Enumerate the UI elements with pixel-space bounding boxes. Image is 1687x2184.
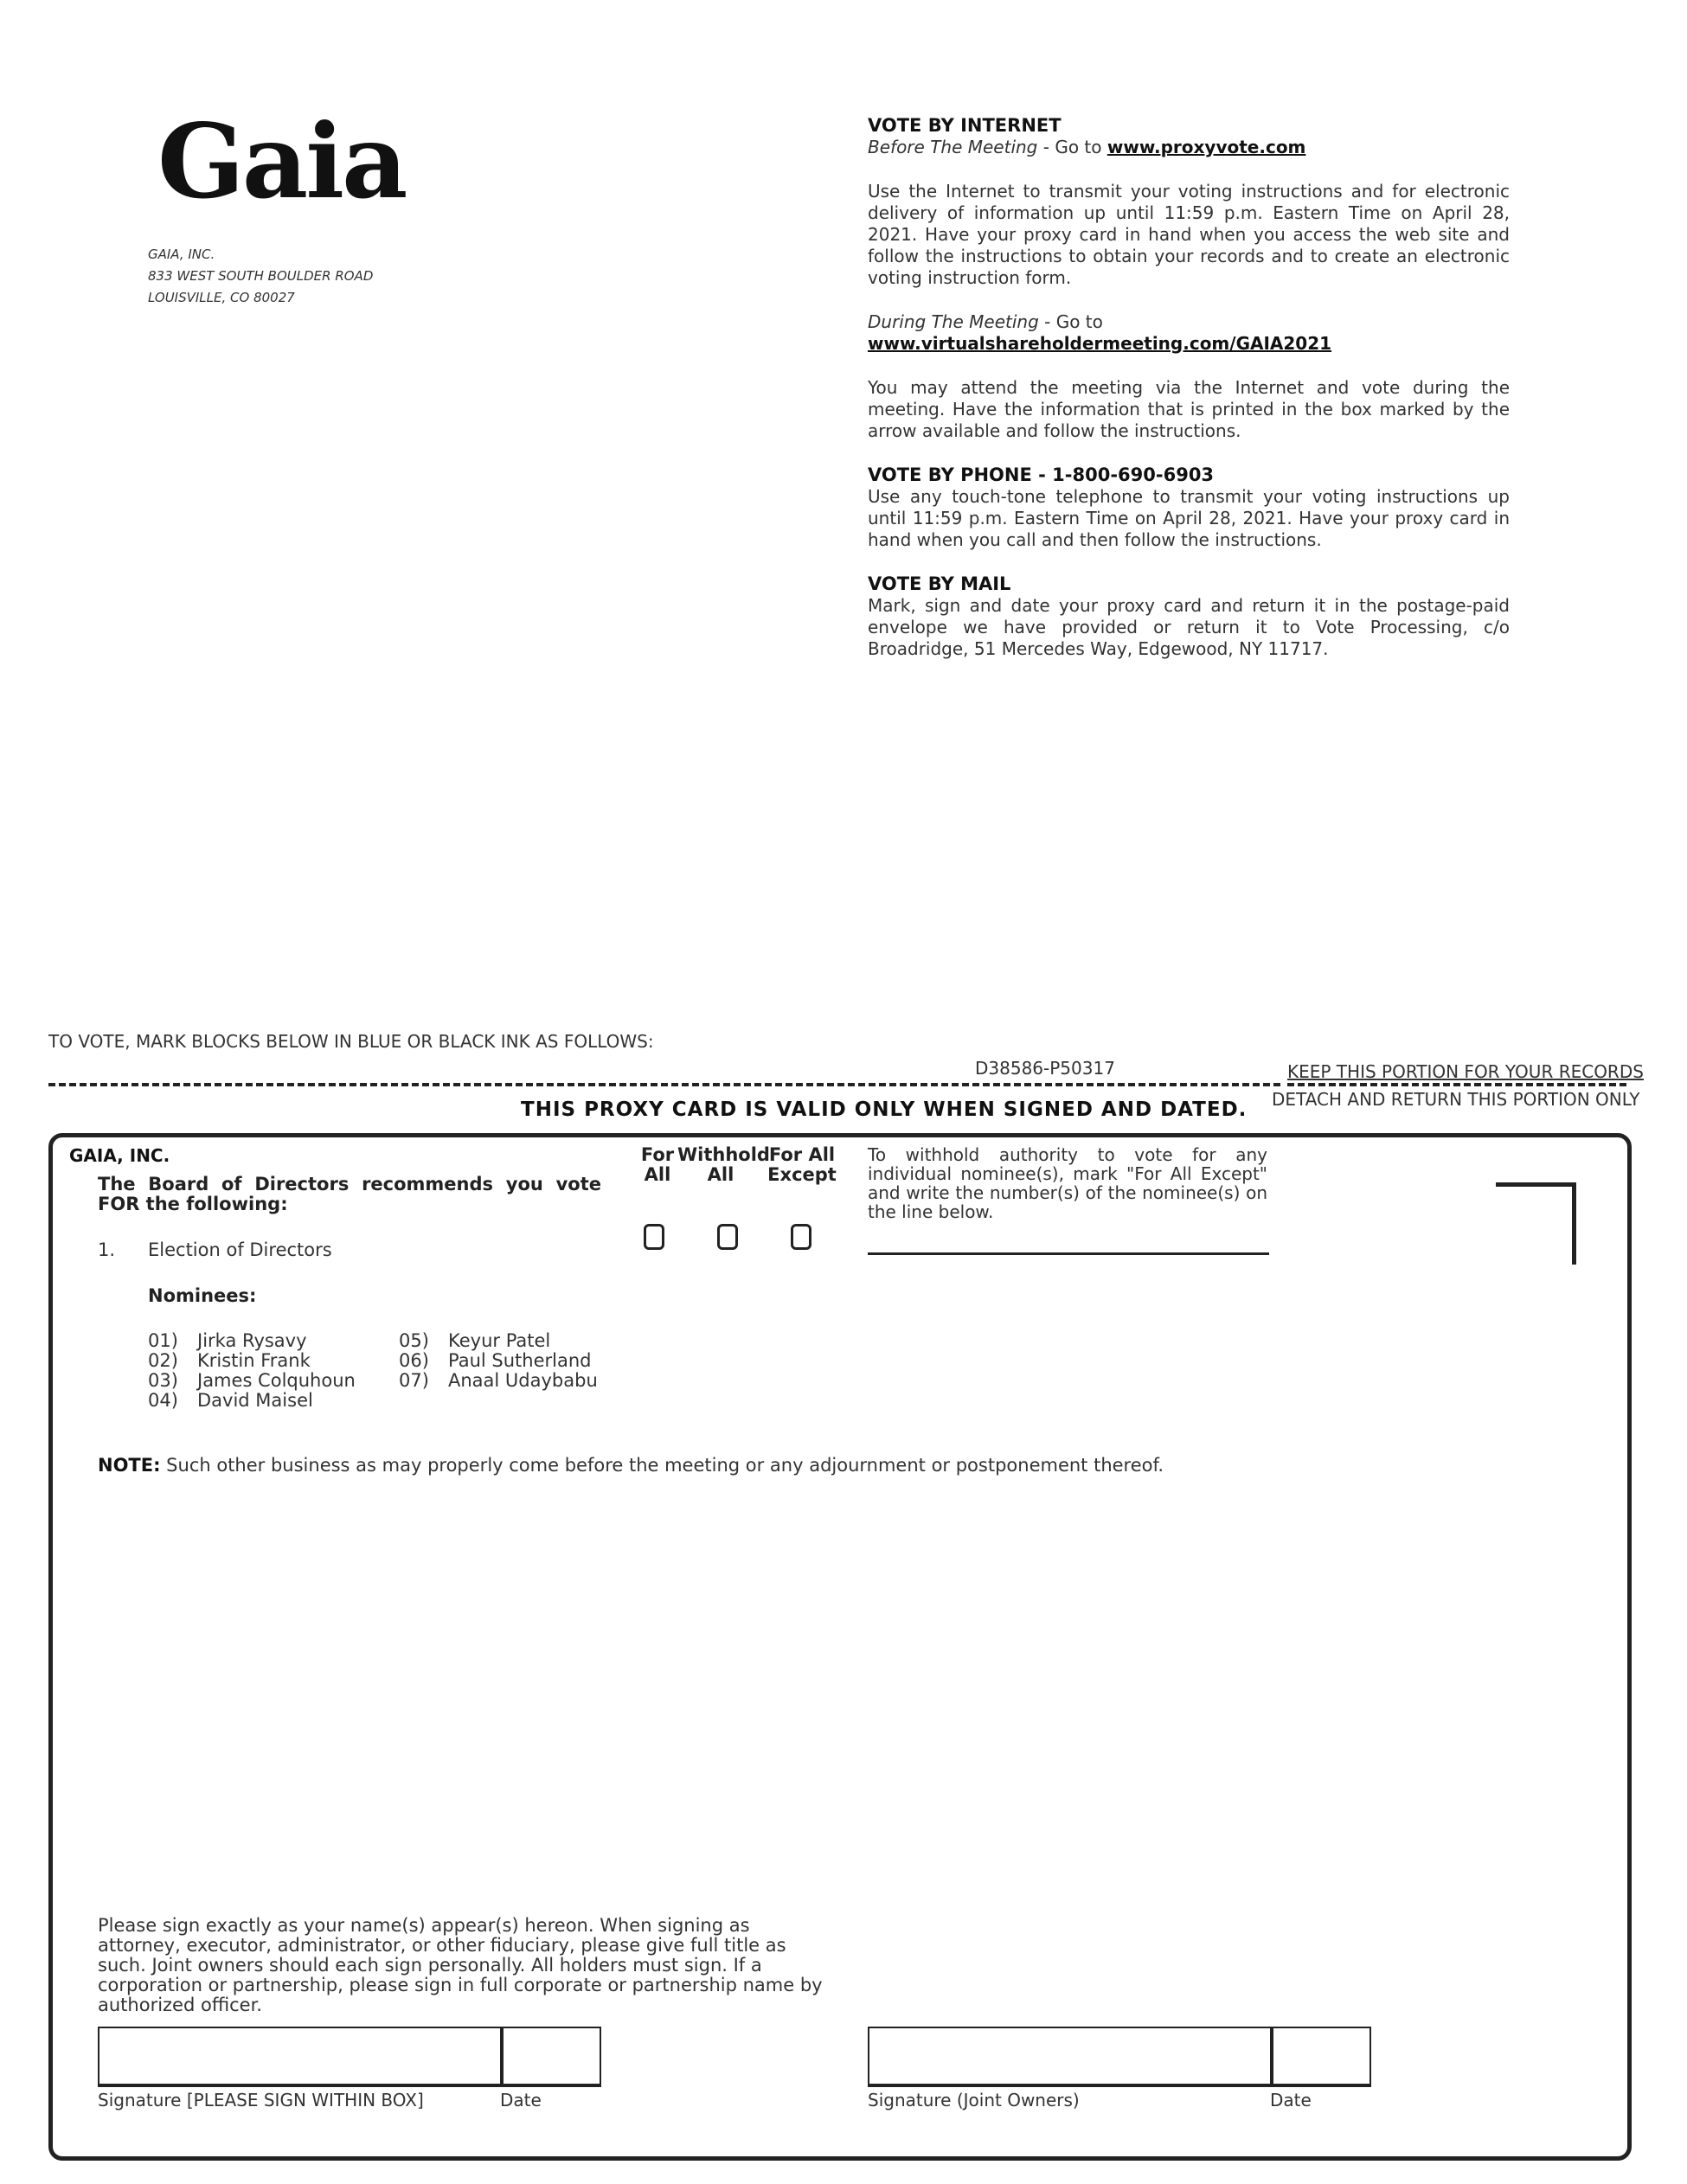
column-line: Except bbox=[767, 1164, 837, 1185]
vote-phone-text: Use any touch-tone telephone to transmit your voting instructions up until 11:59 p.m. Eastern Time on April 28, 2021. Have your proxy card in hand when you call and then follow the instructions. bbox=[868, 486, 1510, 550]
marking-instruction: TO VOTE, MARK BLOCKS BELOW IN BLUE OR BLACK INK AS FOLLOWS: bbox=[48, 1031, 654, 1052]
address-line: GAIA, INC. bbox=[148, 247, 215, 262]
joint-date-label: Date bbox=[1270, 2090, 1312, 2110]
nominee-item bbox=[148, 1331, 356, 1351]
joint-date-box[interactable] bbox=[1270, 2027, 1371, 2087]
before-meeting-line bbox=[868, 137, 1510, 158]
nominee-number: 06) bbox=[399, 1350, 429, 1371]
nominee-list-right bbox=[399, 1331, 598, 1391]
nominee-name: Keyur Patel bbox=[448, 1330, 551, 1351]
withhold-instruction: To withhold authority to vote for any individual nominee(s), mark "For All Except" and write the number(s) of the nominee(s) on the line below. bbox=[868, 1144, 1267, 1222]
nominee-name: James Colquhoun bbox=[197, 1370, 356, 1391]
corner-mark bbox=[1496, 1182, 1576, 1265]
column-for-all-except bbox=[761, 1145, 843, 1185]
proxyvote-link[interactable]: www.proxyvote.com bbox=[1106, 137, 1306, 157]
before-go-to: - Go to bbox=[1037, 137, 1107, 157]
nominee-number: 07) bbox=[399, 1370, 429, 1391]
before-meeting-text: Use the Internet to transmit your voting instructions and for electronic delivery of information up until 11:59 p.m. Eastern Time on April 28, 2021. Have your proxy card in hand when you access the web site and follow the instructions to obtain your records and to create an electronic voting instruction form. bbox=[868, 181, 1510, 288]
date-label: Date bbox=[500, 2090, 542, 2110]
detach-portion-label: DETACH AND RETURN THIS PORTION ONLY bbox=[1272, 1089, 1640, 1110]
column-line: For All bbox=[768, 1144, 836, 1165]
vote-mail-text: Mark, sign and date your proxy card and return it in the postage-paid envelope we have provided or return it to Vote Processing, c/o Broadridge, 51 Mercedes Way, Edgewood, NY 11717. bbox=[868, 595, 1510, 659]
joint-signature-box[interactable] bbox=[868, 2027, 1273, 2087]
signature-label: Signature [PLEASE SIGN WITHIN BOX] bbox=[98, 2090, 424, 2110]
voting-instructions bbox=[868, 115, 1510, 682]
vote-internet-heading: VOTE BY INTERNET bbox=[868, 115, 1062, 136]
nominees-heading: Nominees: bbox=[148, 1285, 257, 1306]
nominee-item bbox=[399, 1371, 598, 1391]
signing-instructions: Please sign exactly as your name(s) appear(s) hereon. When signing as attorney, executor, administrator, or other fiduciary, please give full title as such. Joint owners should each sign personally. All holders must sign. If a corporation or partnership, please sign in full corporate or partnership name by authorized officer. bbox=[98, 1915, 823, 2015]
address-line: 833 WEST SOUTH BOULDER ROAD bbox=[148, 268, 374, 284]
note-body: Such other business as may properly come before the meeting or any adjournment or postponement thereof. bbox=[160, 1455, 1164, 1476]
column-for-all bbox=[636, 1145, 679, 1185]
proposal-number: 1. bbox=[98, 1239, 116, 1260]
column-line: Withhold bbox=[677, 1144, 770, 1165]
keep-portion-label: KEEP THIS PORTION FOR YOUR RECORDS bbox=[1287, 1061, 1644, 1082]
nominee-number: 05) bbox=[399, 1330, 429, 1351]
note-text bbox=[98, 1455, 1164, 1476]
detach-line bbox=[48, 1083, 1280, 1086]
nominee-number: 01) bbox=[148, 1330, 178, 1351]
date-box[interactable] bbox=[500, 2027, 601, 2087]
nominee-name: Jirka Rysavy bbox=[197, 1330, 307, 1351]
column-withhold-all bbox=[677, 1144, 770, 1185]
column-line: All bbox=[707, 1164, 734, 1185]
vote-mail-heading: VOTE BY MAIL bbox=[868, 573, 1011, 594]
signature-box[interactable] bbox=[98, 2027, 504, 2087]
gaia-logo: Gaia bbox=[157, 101, 406, 221]
before-meeting-label: Before The Meeting bbox=[868, 137, 1038, 157]
nominee-number: 02) bbox=[148, 1350, 178, 1371]
during-meeting-line bbox=[868, 311, 1510, 355]
nominee-item bbox=[399, 1331, 598, 1351]
withhold-all-checkbox[interactable] bbox=[717, 1224, 738, 1250]
for-all-checkbox[interactable] bbox=[644, 1224, 664, 1250]
nominee-name: David Maisel bbox=[197, 1390, 313, 1411]
control-number: D38586-P50317 bbox=[975, 1058, 1115, 1079]
joint-signature-label: Signature (Joint Owners) bbox=[868, 2090, 1080, 2110]
virtual-meeting-link[interactable]: www.virtualshareholdermeeting.com/GAIA2021 bbox=[868, 333, 1332, 354]
nominee-number: 04) bbox=[148, 1390, 178, 1411]
during-meeting-label: During The Meeting bbox=[868, 311, 1039, 332]
nominee-item bbox=[148, 1391, 356, 1411]
column-line: For bbox=[640, 1144, 675, 1165]
during-go-to: - Go to bbox=[1038, 311, 1103, 332]
board-recommendation: The Board of Directors recommends you vote FOR the following: bbox=[98, 1174, 601, 1214]
address-line: LOUISVILLE, CO 80027 bbox=[148, 290, 295, 305]
column-line: All bbox=[644, 1164, 671, 1185]
nominee-name: Paul Sutherland bbox=[448, 1350, 592, 1371]
vote-phone-heading: VOTE BY PHONE - 1-800-690-6903 bbox=[868, 464, 1215, 485]
detach-line-right bbox=[1287, 1083, 1626, 1086]
nominee-name: Anaal Udaybabu bbox=[448, 1370, 598, 1391]
proposal-label: Election of Directors bbox=[148, 1239, 332, 1260]
note-label: NOTE: bbox=[98, 1455, 161, 1476]
nominee-item bbox=[148, 1371, 356, 1391]
nominee-number-line[interactable] bbox=[868, 1252, 1269, 1255]
nominee-number: 03) bbox=[148, 1370, 178, 1391]
for-all-except-checkbox[interactable] bbox=[791, 1224, 811, 1250]
valid-notice: THIS PROXY CARD IS VALID ONLY WHEN SIGNED AND DATED. bbox=[521, 1098, 1248, 1121]
nominee-item bbox=[399, 1351, 598, 1371]
nominee-list-left bbox=[148, 1331, 356, 1411]
card-company-name: GAIA, INC. bbox=[69, 1145, 170, 1166]
nominee-item bbox=[148, 1351, 356, 1371]
nominee-name: Kristin Frank bbox=[197, 1350, 311, 1371]
during-meeting-text: You may attend the meeting via the Internet and vote during the meeting. Have the information that is printed in the box marked by the arrow available and follow the instructions. bbox=[868, 377, 1510, 441]
company-address bbox=[148, 244, 373, 309]
